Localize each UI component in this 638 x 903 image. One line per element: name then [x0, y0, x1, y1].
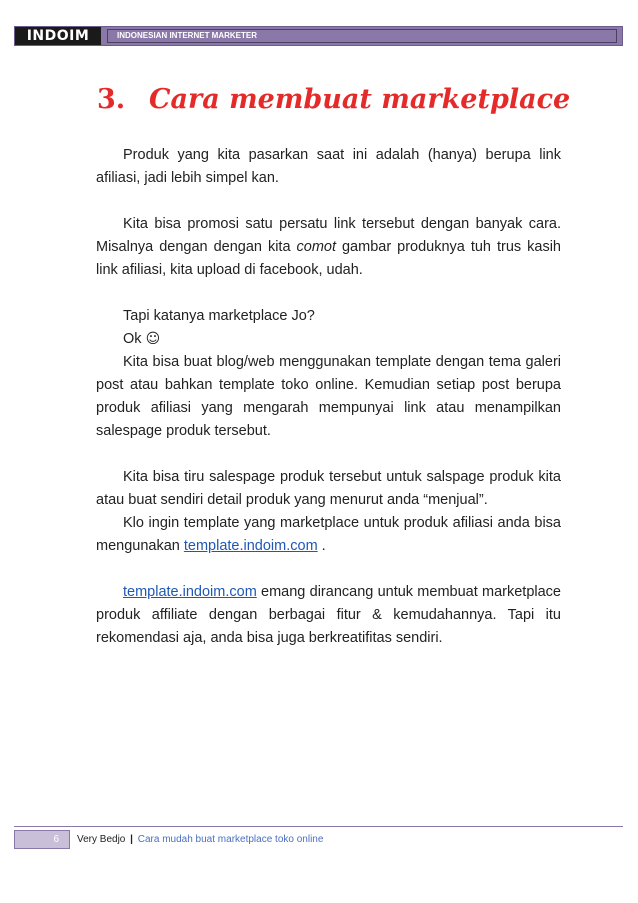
paragraph-2-before: Kita bisa promosi satu persatu link tersebut dengan banyak cara. Misalnya dengan dengan kita: [96, 216, 561, 255]
footer-separator: |: [130, 834, 133, 845]
paragraph-2-emphasis: comot: [296, 239, 336, 255]
template-link[interactable]: template.indoim.com: [183, 538, 318, 554]
section-heading: [97, 80, 571, 120]
paragraph-8: [96, 581, 561, 650]
paragraph-2: [96, 213, 561, 282]
footer-book-title: Cara mudah buat marketplace toko online: [137, 834, 324, 845]
paragraph-1: Produk yang kita pasarkan saat ini adalah (hanya) berupa link afiliasi, jadi lebih simpel kan.: [96, 147, 561, 186]
page-number: 6: [14, 830, 70, 849]
template-link-2[interactable]: template.indoim.com: [123, 584, 257, 600]
section-title: Cara membuat marketplace: [149, 84, 571, 115]
paragraph-7-before: Klo ingin template yang marketplace untuk produk afiliasi anda bisa mengunakan: [96, 515, 561, 554]
page-header: [14, 26, 623, 46]
footer-text: [77, 831, 323, 848]
paragraph-7-after: .: [317, 538, 326, 554]
footer-divider: [14, 826, 623, 827]
header-title: INDONESIAN INTERNET MARKETER: [107, 29, 617, 43]
paragraph-2-after: gambar produknya tuh trus kasih link afiliasi, kita upload di facebook, udah.: [96, 239, 561, 278]
paragraph-7: [96, 512, 561, 558]
paragraph-8-after: emang dirancang untuk membuat marketplace produk affiliate dengan berbagai fitur & kemudahannya. Tapi itu rekomendasi aja, anda bisa juga berkreatifitas sendiri.: [96, 584, 561, 646]
footer-author: Very Bedjo: [77, 834, 126, 845]
paragraph-3: Tapi katanya marketplace Jo?: [123, 308, 315, 324]
paragraph-4: [96, 328, 561, 351]
paragraph-6: Kita bisa tiru salespage produk tersebut untuk salspage produk kita atau buat sendiri detail produk yang menurut anda “menjual”.: [96, 469, 561, 508]
brand-logo: INDOIM: [15, 27, 101, 45]
section-number: 3.: [97, 84, 126, 115]
body-text: [96, 144, 561, 650]
paragraph-4-text: Ok: [123, 331, 142, 347]
smiley-icon: ☺: [145, 331, 161, 347]
paragraph-5: Kita bisa buat blog/web menggunakan template dengan tema galeri post atau bahkan template toko online. Kemudian setiap post berupa produk afiliasi yang mengarah mempunyai link atau menampilkan salespage produk tersebut.: [96, 354, 561, 439]
